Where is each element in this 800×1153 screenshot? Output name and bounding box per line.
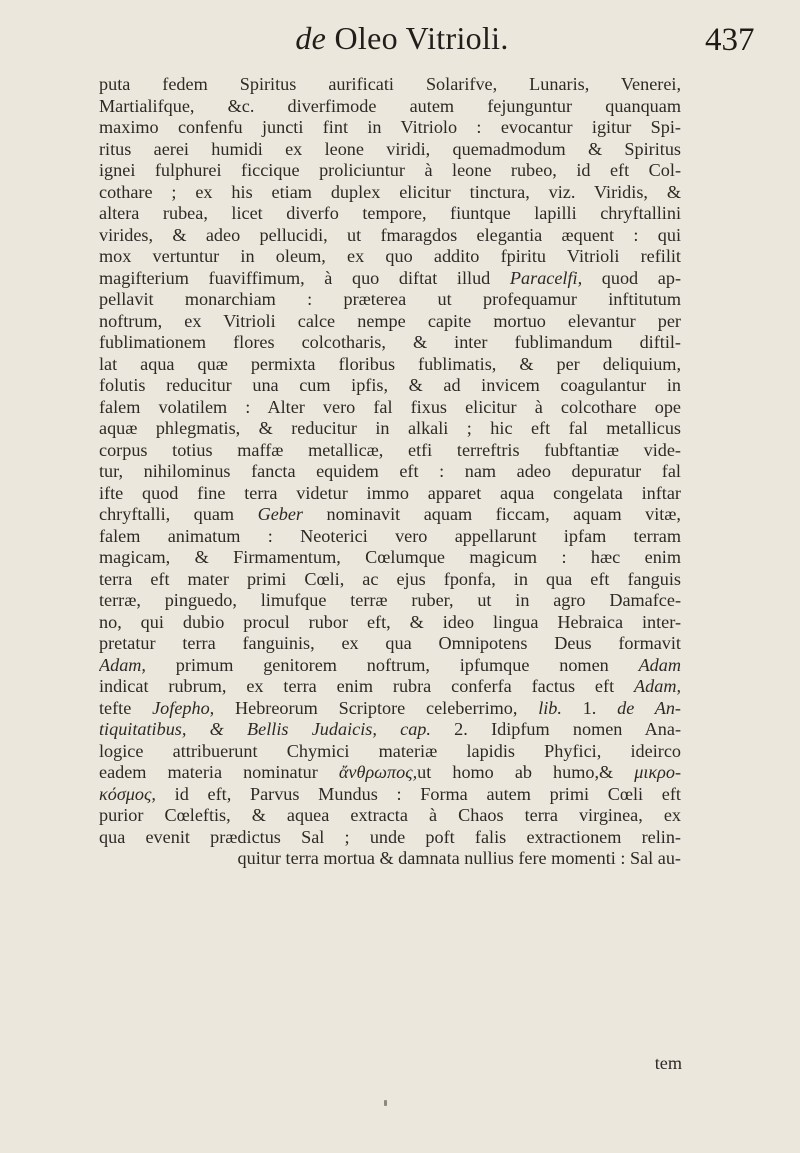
text-line <box>99 504 681 526</box>
text-segment: magicam, & Firmamentum, Cœlumque magicum : hæc enim <box>99 547 681 567</box>
text-segment: pretatur terra fanguinis, ex qua Omnipotens Deus formavit <box>99 633 681 653</box>
text-segment: puta fedem Spiritus aurificati Solarifve, Lunaris, Venerei, <box>99 74 681 94</box>
italic-text: lib. <box>538 697 562 718</box>
text-line <box>99 74 681 96</box>
text-segment: indicat rubrum, ex terra enim rubra conferfa factus eft <box>99 676 635 696</box>
text-line <box>99 848 681 870</box>
text-line <box>99 160 681 182</box>
page-number: 437 <box>705 22 755 58</box>
text-segment: nominavit aquam ficcam, aquam vitæ, <box>303 504 681 524</box>
italic-text: Paracelfi, <box>509 267 583 288</box>
text-line <box>99 332 681 354</box>
text-segment <box>377 719 400 739</box>
italic-text: Jofepho, <box>152 697 215 718</box>
text-line <box>99 289 681 311</box>
italic-text: cap. <box>400 719 431 739</box>
text-line <box>99 719 681 741</box>
text-segment: purior Cœleftis, & aquea extracta à Chaos terra virginea, ex <box>99 805 681 825</box>
text-segment: ignei fulphurei ficcique proliciuntur à leone rubeo, id eft Col- <box>99 160 681 180</box>
catchword: tem <box>654 1053 682 1073</box>
text-segment: altera rubea, licet diverfo tempore, fiuntque lapilli chryftallini <box>99 203 681 223</box>
text-segment: ut homo ab humo,& <box>417 762 635 782</box>
text-line <box>99 762 681 784</box>
text-segment: ifte quod fine terra videtur immo apparet aqua congelata inftar <box>99 482 681 503</box>
text-segment: pellavit monarchiam : præterea ut profequamur inftitutum <box>99 289 681 309</box>
text-line <box>99 698 681 720</box>
text-segment: 1. <box>561 697 618 718</box>
text-line <box>99 676 681 698</box>
text-segment: mox vertuntur in oleum, ex quo addito fpiritu Vitrioli refilit <box>99 246 681 266</box>
text-line <box>99 483 681 505</box>
text-line <box>99 139 681 161</box>
text-line <box>99 526 681 548</box>
text-segment: falem animatum : Neoterici vero appellarunt ipfam terram <box>99 525 681 546</box>
text-segment: primum genitorem noftrum, ipfumque nomen <box>145 654 639 675</box>
text-segment: folutis reducitur una cum ipfis, & ad invicem coagulantur in <box>99 375 681 395</box>
page-header <box>0 20 800 70</box>
text-segment: id eft, Parvus Mundus : Forma autem primi Cœli eft <box>155 783 681 804</box>
text-line <box>99 827 681 849</box>
italic-text: Adam, <box>634 676 681 696</box>
ink-speck <box>384 1100 387 1106</box>
text-line <box>99 655 681 677</box>
text-segment: lat aqua quæ permixta floribus fublimatis, & per deliquium, <box>99 353 681 374</box>
text-line <box>99 633 681 655</box>
text-segment: maximo confenfu juncti fint in Vitriolo : evocantur igitur Spi- <box>99 117 681 137</box>
text-segment: tefte <box>99 697 153 718</box>
italic-text: μικρο- <box>634 762 681 782</box>
text-segment: Martialifque, &c. diverfimode autem fejunguntur quanquam <box>99 95 681 116</box>
text-segment: ritus aerei humidi ex leone viridi, quemadmodum & Spiritus <box>99 138 681 159</box>
text-line <box>99 461 681 483</box>
text-segment: corpus totius maffæ metallicæ, etfi terreftris fubftantiæ vide- <box>99 439 681 460</box>
text-segment: virides, & adeo pellucidi, ut fmaragdos elegantia æquent : qui <box>99 224 681 245</box>
italic-text: ἄνθρωπος, <box>338 762 418 782</box>
text-line <box>99 612 681 634</box>
text-line <box>99 96 681 118</box>
running-title <box>232 20 572 57</box>
text-segment: logice attribuerunt Chymici materiæ lapidis Phyfici, ideirco <box>99 740 681 761</box>
text-line <box>99 268 681 290</box>
text-segment: magifterium fuaviffimum, à quo diftat illud <box>99 267 510 288</box>
text-line <box>99 246 681 268</box>
text-line <box>99 311 681 333</box>
text-segment: terræ, pinguedo, limufque terræ ruber, ut in agro Damafce- <box>99 590 681 610</box>
text-segment: 2. Idipfum nomen Ana- <box>430 719 681 739</box>
text-line <box>99 354 681 376</box>
text-segment: Hebreorum Scriptore celeberrimo, <box>214 697 539 718</box>
text-line <box>99 741 681 763</box>
text-segment: quod ap- <box>582 267 681 288</box>
text-line <box>99 397 681 419</box>
text-segment: noftrum, ex Vitrioli calce nempe capite mortuo elevantur per <box>99 310 681 331</box>
text-segment: quitur terra mortua & damnata nullius fere momenti : Sal au- <box>237 848 681 868</box>
text-segment: cothare ; ex his etiam duplex elicitur tinctura, viz. Viridis, & <box>99 181 681 202</box>
text-line <box>99 418 681 440</box>
text-line <box>99 182 681 204</box>
running-title-main: Oleo Vitrioli. <box>334 20 509 56</box>
text-line <box>99 440 681 462</box>
text-line <box>99 569 681 591</box>
text-segment: falem volatilem : Alter vero fal fixus elicitur à colcothare ope <box>99 396 681 417</box>
text-line <box>99 547 681 569</box>
text-line <box>99 375 681 397</box>
text-line <box>99 225 681 247</box>
text-line <box>99 784 681 806</box>
italic-text: Geber <box>257 504 304 524</box>
text-segment: qua evenit prædictus Sal ; unde poft falis extractionem relin- <box>99 826 681 847</box>
text-segment: fublimationem flores colcotharis, & inter fublimandum diftil- <box>99 332 681 352</box>
text-segment: eadem materia nominatur <box>99 762 339 782</box>
italic-text: Adam, <box>99 654 146 675</box>
text-segment: tur, nihilominus fancta equidem eft : nam adeo depuratur fal <box>99 461 681 481</box>
text-line <box>99 590 681 612</box>
text-segment: no, qui dubio procul rubor eft, & ideo lingua Hebraica inter- <box>99 611 681 632</box>
text-line <box>99 117 681 139</box>
text-segment: chryftalli, quam <box>99 504 258 524</box>
text-line <box>99 805 681 827</box>
italic-text: κόσμος, <box>99 783 156 804</box>
text-segment: terra eft mater primi Cœli, ac ejus fponfa, in qua eft fanguis <box>99 568 681 589</box>
italic-text: Adam <box>638 654 681 675</box>
italic-text: tiquitatibus, & Bellis Judaicis, <box>99 719 377 739</box>
running-title-prefix: de <box>295 20 327 56</box>
text-segment: aquæ phlegmatis, & reducitur in alkali ; hic eft fal metallicus <box>99 418 681 438</box>
body-text <box>99 74 681 870</box>
text-line <box>99 203 681 225</box>
italic-text: de An- <box>617 697 681 718</box>
